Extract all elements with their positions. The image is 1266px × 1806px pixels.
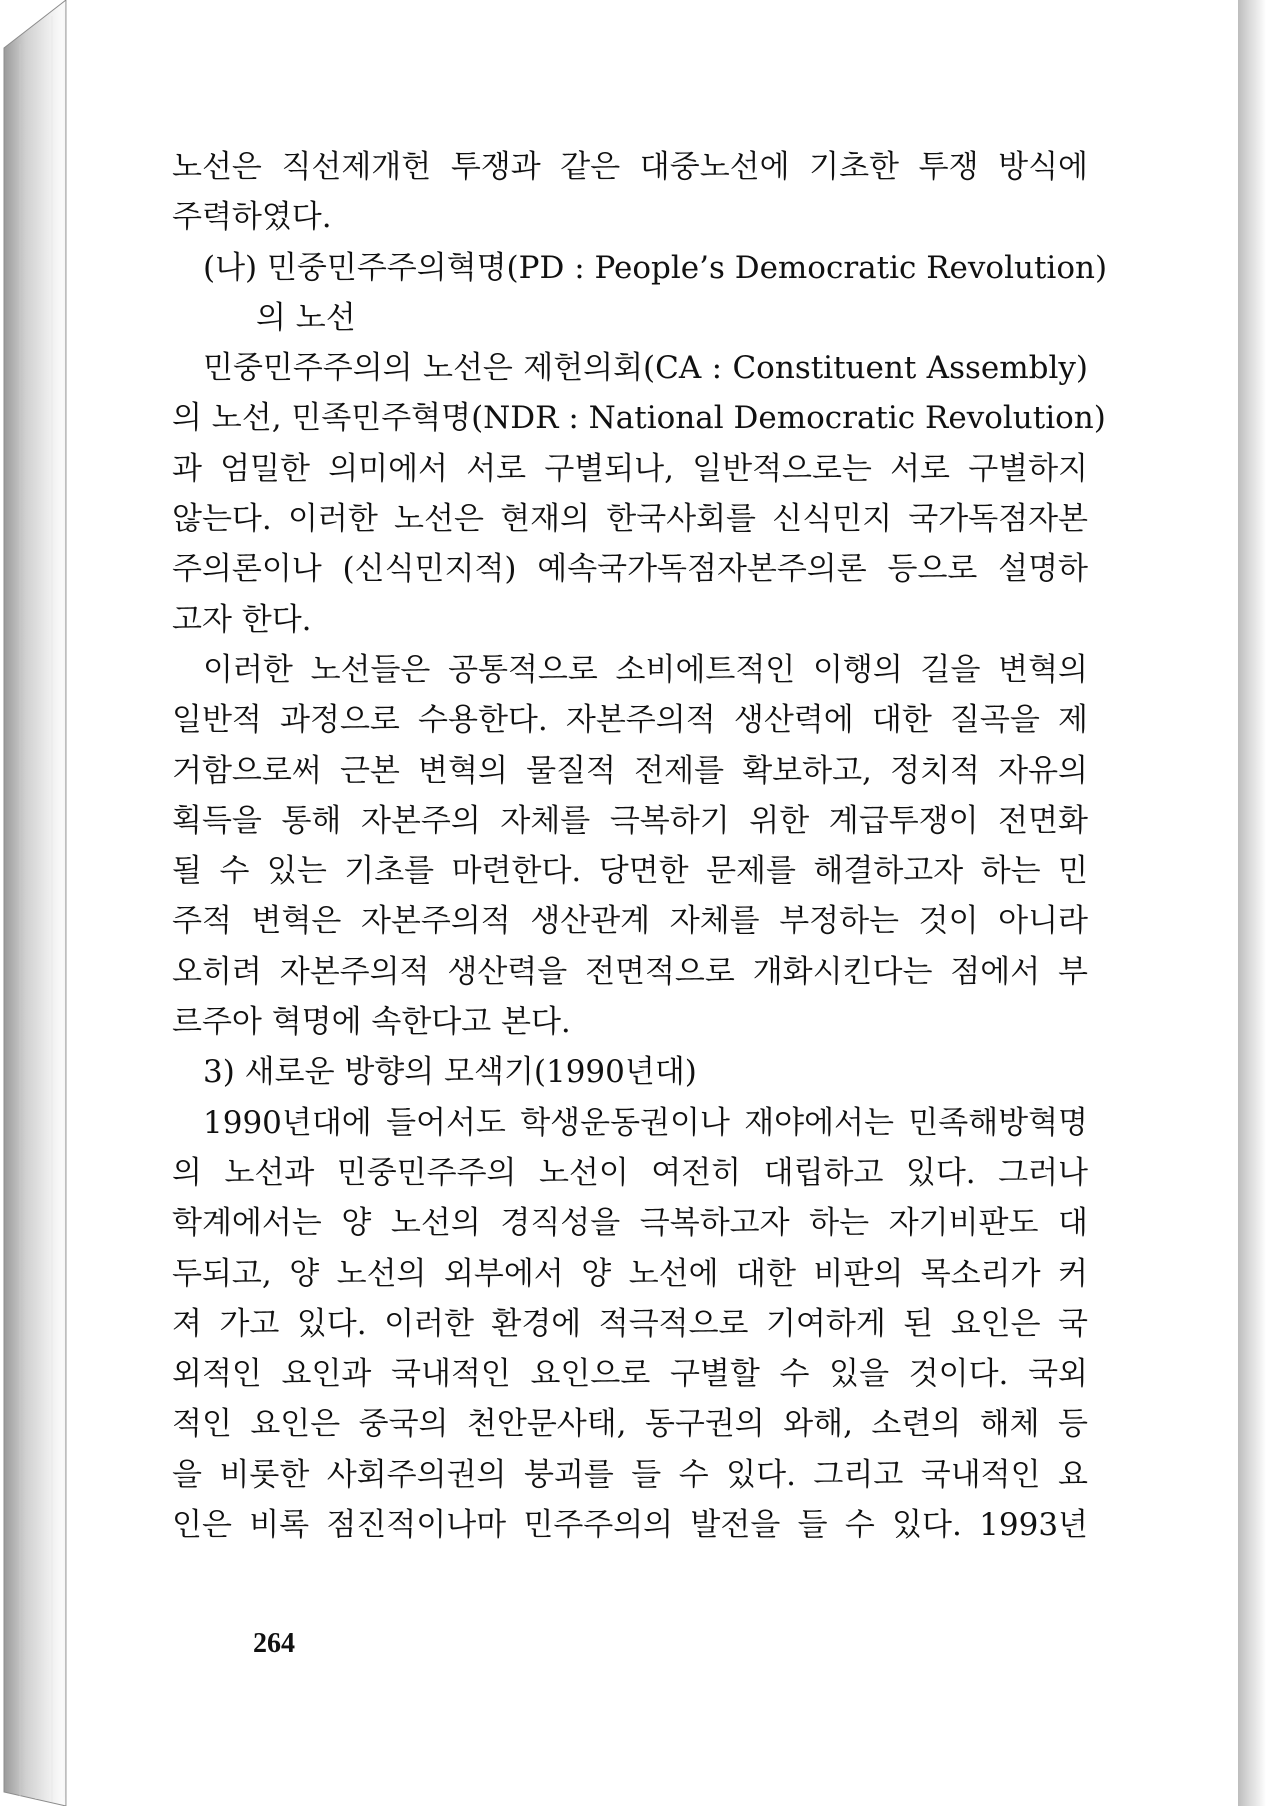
text-line: 일반적 과정으로 수용한다. 자본주의적 생산력에 대한 질곡을 제 — [172, 702, 1088, 739]
text-line: 않는다. 이러한 노선은 현재의 한국사회를 신식민지 국가독점자본 — [172, 501, 1088, 538]
page-right-shadow — [1238, 0, 1266, 1806]
text-line: 르주아 혁명에 속한다고 본다. — [172, 1004, 571, 1041]
text-line: 주의론이나 (신식민지적) 예속국가독점자본주의론 등으로 설명하 — [172, 551, 1088, 588]
text-line: 적인 요인은 중국의 천안문사태, 동구권의 와해, 소련의 해체 등 — [172, 1406, 1088, 1443]
page-number: 264 — [253, 1628, 295, 1659]
text-line: 민중민주주의의 노선은 제헌의회(CA : Constituent Assembly) — [203, 350, 1088, 387]
text-line: 인은 비록 점진적이나마 민주주의의 발전을 들 수 있다. 1993년 — [172, 1507, 1088, 1544]
text-line: 학계에서는 양 노선의 경직성을 극복하고자 하는 자기비판도 대 — [172, 1205, 1088, 1242]
text-line: 거함으로써 근본 변혁의 물질적 전제를 확보하고, 정치적 자유의 — [172, 752, 1088, 789]
text-line: 져 가고 있다. 이러한 환경에 적극적으로 기여하게 된 요인은 국 — [172, 1305, 1088, 1342]
text-line: 의 노선과 민중민주주의 노선이 여전히 대립하고 있다. 그러나 — [172, 1154, 1088, 1191]
text-line: 획득을 통해 자본주의 자체를 극복하기 위한 계급투쟁이 전면화 — [172, 802, 1088, 839]
text-line: 노선은 직선제개헌 투쟁과 같은 대중노선에 기초한 투쟁 방식에 — [172, 149, 1088, 185]
text-line: 주력하였다. — [172, 199, 332, 236]
section-heading: (나) 민중민주주의혁명(PD : People’s Democratic Revolution) — [203, 249, 1108, 286]
body-text — [172, 142, 1108, 1550]
text-line: 외적인 요인과 국내적인 요인으로 구별할 수 있을 것이다. 국외 — [172, 1356, 1088, 1393]
book-edge — [0, 0, 70, 1806]
text-line: 을 비롯한 사회주의권의 붕괴를 들 수 있다. 그리고 국내적인 요 — [172, 1456, 1088, 1493]
text-line: 될 수 있는 기초를 마련한다. 당면한 문제를 해결하고자 하는 민 — [172, 853, 1088, 890]
text-line: 주적 변혁은 자본주의적 생산관계 자체를 부정하는 것이 아니라 — [172, 903, 1088, 940]
text-line: 고자 한다. — [172, 601, 312, 638]
text-line: 1990년대에 들어서도 학생운동권이나 재야에서는 민족해방혁명 — [203, 1104, 1088, 1141]
text-line: 오히려 자본주의적 생산력을 전면적으로 개화시킨다는 점에서 부 — [172, 953, 1088, 990]
text-line: 과 엄밀한 의미에서 서로 구별되나, 일반적으로는 서로 구별하지 — [172, 450, 1088, 487]
text-line: 두되고, 양 노선의 외부에서 양 노선에 대한 비판의 목소리가 커 — [172, 1255, 1088, 1292]
text-line: 의 노선, 민족민주혁명(NDR : National Democratic Revolution) — [172, 400, 1106, 437]
subsection-heading: 3) 새로운 방향의 모색기(1990년대) — [203, 1054, 697, 1091]
section-heading-continued: 의 노선 — [256, 299, 356, 336]
text-line: 이러한 노선들은 공통적으로 소비에트적인 이행의 길을 변혁의 — [203, 651, 1088, 688]
